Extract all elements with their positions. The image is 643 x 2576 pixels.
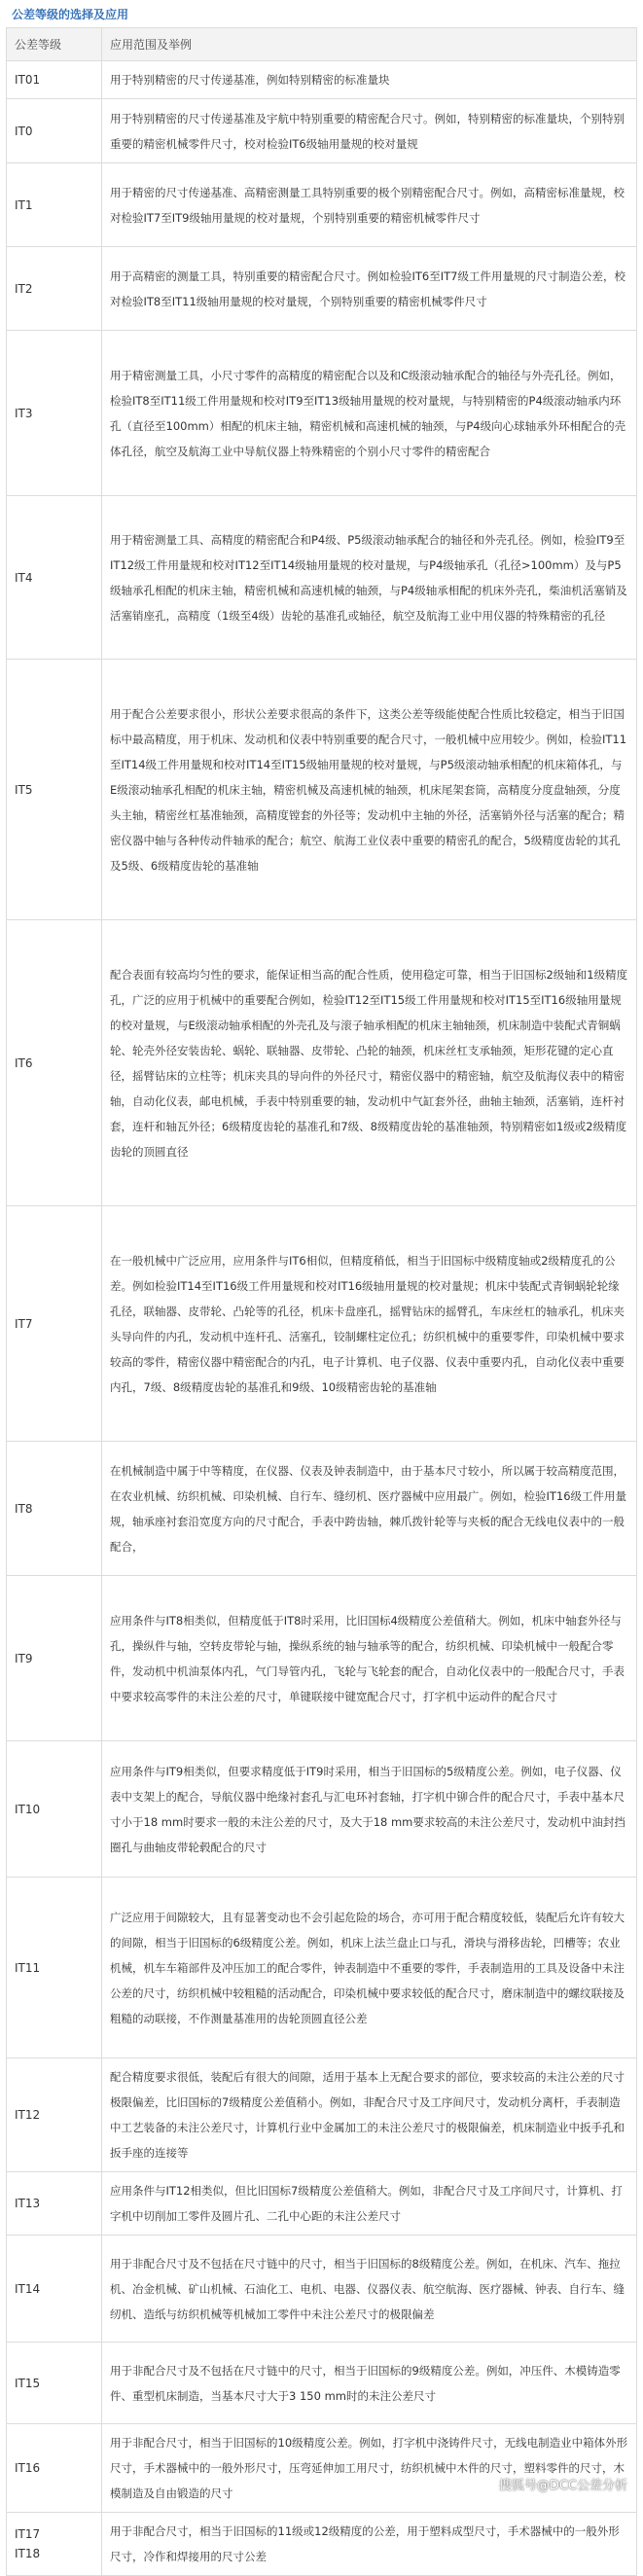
table-row [7,2424,637,2513]
usage-cell: 用于非配合尺寸及不包括在尺寸链中的尺寸，相当于旧国标的8级精度公差。例如，在机床、汽车、拖拉机、冶金机械、矿山机械、石油化工、电机、电器、仪器仪表、航空航海、医疗器械、钟表、自行车、缝纫机、造纸与纺织机械等机械加工零件中未注公差尺寸的极限偏差 [102,2236,637,2343]
usage-cell: 应用条件与IT8相类似，但精度低于IT8时采用，比旧国标4级精度公差值稍大。例如，机床中轴套外径与孔，操纵件与轴，空转皮带轮与轴，操纵系统的轴与轴承等的配合，纺织机械、印染机械中一般配合零件，发动机中机油泵体内孔，气门导管内孔，飞轮与飞轮套的配合，自动化仪表中的一般配合尺寸，手表中要求较高零件的未注公差的尺寸，单键联接中键宽配合尺寸，打字机中运动件的配合尺寸 [102,1576,637,1741]
header-grade: 公差等级 [7,28,102,61]
grade-cell: IT10 [7,1741,102,1878]
table-row [7,1206,637,1442]
grade-cell: IT14 [7,2236,102,2343]
grade-cell: IT12 [7,2058,102,2172]
usage-cell: 应用条件与IT12相类似，但比旧国标7级精度公差值稍大。例如，非配合尺寸及工序间尺寸，计算机、打字机中切削加工零件及圆片孔、二孔中心距的未注公差尺寸 [102,2172,637,2236]
table-row [7,496,637,660]
grade-cell: IT0 [7,99,102,163]
usage-cell: 应用条件与IT9相类似，但要求精度低于IT9时采用，相当于旧国标的5级精度公差。例如，电子仪器、仪表中支架上的配合，导航仪器中绝缘衬套孔与汇电环衬套轴，打字机中铆合件的配合尺寸，手表中基本尺寸小于18 mm时要求一般的未注公差的尺寸，及大于18 mm要求较高的未注公差尺寸，发动机中油封挡圈孔与曲轴皮带轮毂配合的尺寸 [102,1741,637,1878]
table-row [7,660,637,920]
table-row [7,1442,637,1576]
usage-cell: 用于精密测量工具，小尺寸零件的高精度的精密配合以及和C级滚动轴承配合的轴径与外壳孔径。例如，检验IT8至IT11级工件用量规和校对IT9至IT13级轴用量规的校对量规，与特别精密的P4级滚动轴承内环孔（直径至100mm）相配的机床主轴，精密机械和高速机械的轴颈，与P4级向心球轴承外环相配合的壳体孔径，航空及航海工业中导航仪器上特殊精密的个别小尺寸零件的精密配合 [102,331,637,496]
grade-cell: IT5 [7,660,102,920]
usage-cell: 用于配合公差要求很小，形状公差要求很高的条件下，这类公差等级能使配合性质比较稳定，相当于旧国标中最高精度，用于机床、发动机和仪表中特别重要的配合尺寸，一般机械中应用较少。例如，检验IT11至IT14级工件用量规和校对IT14至IT15级轴用量规的校对量规，与P5级滚动轴承相配的机床箱体孔，与E级滚动轴承孔相配的机床主轴，精密机械及高速机械的轴颈，机床尾架套筒，高精度分度盘轴颈，分度头主轴，精密丝杠基准轴颈，高精度镗套的外径等；发动机中主轴的外径，活塞销外径与活塞的配合；精密仪器中轴与各种传动件轴承的配合；航空、航海工业仪表中重要的精密孔的配合，5级精度齿轮的其孔及5级、6级精度齿轮的基准轴 [102,660,637,920]
table-row [7,2343,637,2424]
grade-cell: IT16 [7,2424,102,2513]
usage-cell: 用于精密的尺寸传递基准、高精密测量工具特别重要的极个别精密配合尺寸。例如，高精密标准量规，校对检验IT7至IT9级轴用量规的校对量规，个别特别重要的精密机械零件尺寸 [102,163,637,247]
usage-cell: 用于高精密的测量工具，特别重要的精密配合尺寸。例如检验IT6至IT7级工件用量规的尺寸制造公差，校对检验IT8至IT11级轴用量规的校对量规，个别特别重要的精密机械零件尺寸 [102,247,637,331]
grade-cell: IT9 [7,1576,102,1741]
usage-cell: 用于特别精密的尺寸传递基准，例如特别精密的标准量块 [102,61,637,99]
grade-cell: IT1 [7,163,102,247]
usage-cell: 用于精密测量工具、高精度的精密配合和P4级、P5级滚动轴承配合的轴径和外壳孔径。例如，检验IT9至IT12级工件用量规和校对IT12至IT14级轴用量规的校对量规，与P4级轴承孔（孔径>100mm）及与P5级轴承孔相配的机床主轴，精密机械和高速机械的轴颈，与P4级轴承相配的机床外壳孔，柴油机活塞销及活塞销座孔，高精度（1级至4级）齿轮的基准孔或轴径，航空及航海工业中用仪器的特殊精密的孔径 [102,496,637,660]
table-caption: 公差等级的选择及应用 [12,8,129,21]
grade-cell: IT2 [7,247,102,331]
table-row [7,247,637,331]
watermark: 搜狐号@DCC公差分析 [498,2479,627,2493]
grade-cell: IT11 [7,1878,102,2058]
header-usage: 应用范围及举例 [102,28,637,61]
table-row [7,2236,637,2343]
usage-cell: 用于非配合尺寸及不包括在尺寸链中的尺寸，相当于旧国标的9级精度公差。例如，冲压件、木模铸造零件、重型机床制造，当基本尺寸大于3 150 mm时的未注公差尺寸 [102,2343,637,2424]
table-row [7,920,637,1206]
grade-cell: IT13 [7,2172,102,2236]
usage-cell: 广泛应用于间隙较大，且有显著变动也不会引起危险的场合，亦可用于配合精度较低，装配后允许有较大的间隙，相当于旧国标的6级精度公差。例如，机床上法兰盘止口与孔，滑块与滑移齿轮，凹槽等；农业机械，机车车箱部件及冲压加工的配合零件，钟表制造中不重要的零件，手表制造用的工具及设备中未注公差的尺寸，纺织机械中较粗糙的活动配合，印染机械中要求较低的配合尺寸，磨床制造中的螺纹联接及粗糙的动联接，不作测量基准用的齿轮顶圆直径公差 [102,1878,637,2058]
table-row [7,99,637,163]
grade-cell: IT17 IT18 [7,2513,102,2576]
usage-cell: 配合表面有较高均匀性的要求，能保证相当高的配合性质，使用稳定可靠，相当于旧国标2级轴和1级精度孔，广泛的应用于机械中的重要配合例如，检验IT12至IT15级工件用量规和校对IT15至IT16级轴用量规的校对量规，与E级滚动轴承相配的外壳孔及与滚子轴承相配的机床主轴轴颈，机床制造中装配式青铜蜗轮、轮壳外径安装齿轮、蜗轮、联轴器、皮带轮、凸轮的轴颈，机床丝杠支承轴颈，矩形花键的定心直径，摇臂钻床的立柱等；机床夹具的导向件的外径尺寸，精密仪器中的精密轴，航空及航海仪表中的精密轴，自动化仪表，邮电机械，手表中特别重要的轴，发动机中气缸套外径，曲轴主轴颈，活塞销，连杆衬套，连杆和轴瓦外径；6级精度齿轮的基准孔和7级、8级精度齿轮的基准轴颈，特别精密如1级或2级精度齿轮的顶圆直径 [102,920,637,1206]
table-header-row [7,28,637,61]
table-row [7,1576,637,1741]
grade-cell: IT01 [7,61,102,99]
grade-cell: IT6 [7,920,102,1206]
usage-cell: 用于特别精密的尺寸传递基准及宇航中特别重要的精密配合尺寸。例如，特别精密的标准量块，个别特别重要的精密机械零件尺寸，校对检验IT6级轴用量规的校对量规 [102,99,637,163]
table-row [7,1878,637,2058]
grade-cell: IT3 [7,331,102,496]
grade-cell: IT8 [7,1442,102,1576]
table-row [7,331,637,496]
usage-cell: 在机械制造中属于中等精度，在仪器、仪表及钟表制造中，由于基本尺寸较小，所以属于较高精度范围，在农业机械、纺织机械、印染机械、自行车、缝纫机、医疗器械中应用最广。例如，检验IT16级工件用量规，轴承座衬套沿宽度方向的尺寸配合，手表中跨齿轴，棘爪拨针轮等与夹板的配合无线电仪表中的一般配合， [102,1442,637,1576]
table-row [7,163,637,247]
table-row [7,61,637,99]
usage-cell: 用于非配合尺寸，相当于旧国标的10级精度公差。例如，打字机中浇铸件尺寸，无线电制造业中箱体外形尺寸，手术器械中的一般外形尺寸，压弯延伸加工用尺寸，纺织机械中木件的尺寸，塑料零件的尺寸，木模制造及自由锻造的尺寸 [102,2424,637,2513]
table-row [7,2513,637,2576]
grade-cell: IT7 [7,1206,102,1442]
grade-cell: IT15 [7,2343,102,2424]
table-row [7,2058,637,2172]
table-row [7,1741,637,1878]
table-row [7,2172,637,2236]
usage-cell: 在一般机械中广泛应用，应用条件与IT6相似，但精度稍低，相当于旧国标中级精度轴或2级精度孔的公差。例如检验IT14至IT16级工件用量规和校对IT16级轴用量规的校对量规；机床中装配式青铜蜗轮轮缘孔径，联轴器、皮带轮、凸轮等的孔径，机床卡盘座孔，摇臂钻床的摇臂孔，车床丝杠的轴承孔，机床夹头导向件的内孔，发动机中连杆孔、活塞孔，铰制螺柱定位孔；纺织机械中的重要零件，印染机械中要求较高的零件，精密仪器中精密配合的内孔，电子计算机、电子仪器、仪表中重要内孔，自动化仪表中重要内孔，7级、8级精度齿轮的基准孔和9级、10级精密齿轮的基准轴 [102,1206,637,1442]
grade-cell: IT4 [7,496,102,660]
tolerance-grade-table [6,27,637,2576]
usage-cell: 用于非配合尺寸，相当于旧国标的11级或12级精度的公差，用于塑料成型尺寸，手术器械中的一般外形尺寸，冷作和焊接用的尺寸公差 [102,2513,637,2576]
usage-cell: 配合精度要求很低，装配后有很大的间隙，适用于基本上无配合要求的部位，要求较高的未注公差的尺寸极限偏差，比旧国标的7级精度公差值稍小。例如，非配合尺寸及工序间尺寸，发动机分离杆，手表制造中工艺装备的未注公差尺寸，计算机行业中金属加工的未注公差尺寸的极限偏差，机床制造业中扳手孔和扳手座的连接等 [102,2058,637,2172]
